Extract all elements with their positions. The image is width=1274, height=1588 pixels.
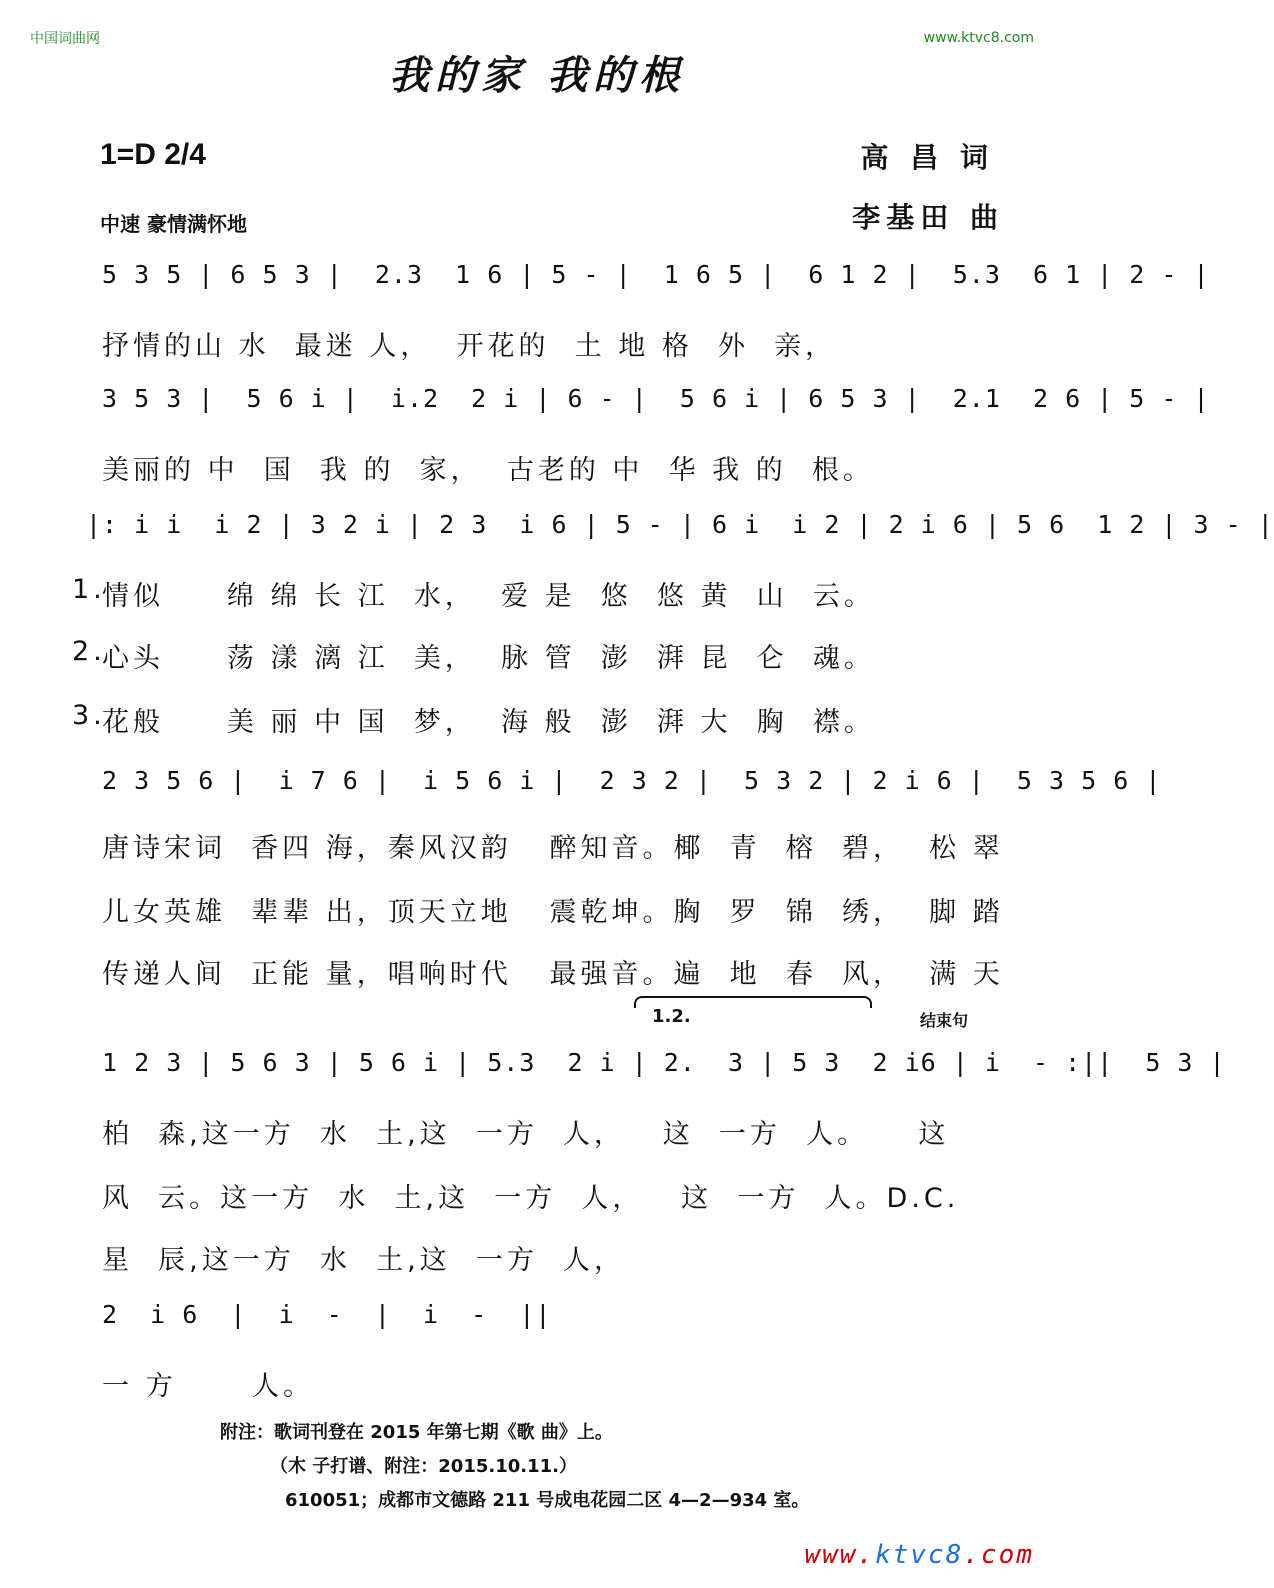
chorus-lyric-2: 儿女英雄 辈辈 出，顶天立地 震乾坤。胸 罗 锦 绣， 脚 踏 <box>102 897 1004 928</box>
footnote-1: 附注：歌词刊登在 2015 年第七期《歌 曲》上。 <box>220 1422 613 1443</box>
ending-label: 结束句 <box>920 1011 969 1030</box>
site-logo[interactable] <box>804 1540 1034 1570</box>
final-lyric: 一 方 人。 <box>102 1371 315 1402</box>
notation-line-1: 5 3 5 | 6 5 3 | 2.3 1 6 | 5 - | 1 6 5 | 6 1 2 | 5.3 6 1 | 2 - | <box>102 260 1210 289</box>
key-signature: 1=D 2/4 <box>100 138 206 171</box>
lyricist-credit: 高 昌 词 <box>860 141 994 174</box>
lyric-line-1: 抒情的山 水 最迷 人， 开花的 土 地 格 外 亲， <box>102 331 837 362</box>
logo-prefix: www. <box>804 1540 876 1570</box>
logo-core: ktvc8 <box>875 1540 964 1570</box>
verse-number-1: 1. <box>72 574 106 605</box>
composer-credit: 李基田 曲 <box>852 201 1004 234</box>
chorus-lyric-3: 传递人间 正能 量，唱响时代 最强音。遍 地 春 风， 满 天 <box>102 959 1004 990</box>
verse-3-lyric: 花般 美 丽 中 国 梦， 海 般 澎 湃 大 胸 襟。 <box>102 707 875 738</box>
verse-2-lyric: 心头 荡 漾 漓 江 美， 脉 管 澎 湃 昆 仑 魂。 <box>102 643 875 674</box>
footnote-2: （木 子打谱、附注：2015.10.11.） <box>270 1456 577 1477</box>
ending-lyric-1: 柏 森,这一方 水 土,这 一方 人， 这 一方 人。 这 <box>102 1119 950 1150</box>
notation-line-2: 3 5 3 | 5 6 i | i.2 2 i | 6 - | 5 6 i | 6 5 3 | 2.1 2 6 | 5 - | <box>102 384 1210 413</box>
verse-1-lyric: 情似 绵 绵 长 江 水， 爱 是 悠 悠 黄 山 云。 <box>102 581 875 612</box>
tempo-marking: 中速 豪情满怀地 <box>100 212 247 236</box>
notation-line-6: 2 i 6 | i - | i - || <box>102 1300 552 1329</box>
verse-number-3: 3. <box>72 700 106 731</box>
verse-number-2: 2. <box>72 636 106 667</box>
notation-line-5: 1 2 3 | 5 6 3 | 5 6 i | 5.3 2 i | 2. 3 | 5 3 2 i6 | i - :|| 5 3 | <box>102 1048 1226 1077</box>
volta-label: 1.2. <box>652 1006 691 1027</box>
lyric-line-2: 美丽的 中 国 我 的 家， 古老的 中 华 我 的 根。 <box>102 455 874 486</box>
footnote-address: 610051；成都市文德路 211 号成电花园二区 4—2—934 室。 <box>285 1490 810 1511</box>
ending-lyric-3: 星 辰,这一方 水 土,这 一方 人， <box>102 1245 625 1276</box>
notation-line-3: |: i i i 2 | 3 2 i | 2 3 i 6 | 5 - | 6 i i 2 | 2 i 6 | 5 6 1 2 | 3 - | <box>86 510 1274 539</box>
song-title: 我的家 我的根 <box>389 52 685 99</box>
site-url-right[interactable]: www.ktvc8.com <box>923 30 1034 46</box>
site-name-left: 中国词曲网 <box>30 31 100 47</box>
logo-suffix: .com <box>963 1540 1034 1570</box>
ending-lyric-2: 风 云。这一方 水 土,这 一方 人， 这 一方 人。D.C. <box>102 1183 960 1214</box>
chorus-lyric-1: 唐诗宋词 香四 海，秦风汉韵 醉知音。椰 青 榕 碧， 松 翠 <box>102 833 1004 864</box>
notation-line-4: 2 3 5 6 | i 7 6 | i 5 6 i | 2 3 2 | 5 3 2 | 2 i 6 | 5 3 5 6 | <box>102 766 1162 795</box>
